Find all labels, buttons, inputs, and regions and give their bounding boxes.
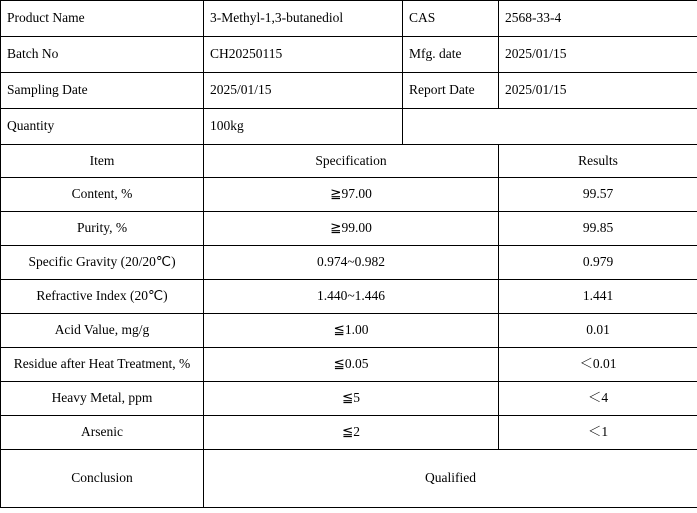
value-batch-no: CH20250115 bbox=[204, 37, 403, 73]
blank-header-cell bbox=[403, 109, 697, 145]
conclusion-row bbox=[1, 450, 697, 508]
table-row bbox=[1, 314, 697, 348]
row-result: 99.57 bbox=[499, 178, 697, 212]
table-row bbox=[1, 246, 697, 280]
row-result: 0.01 bbox=[499, 314, 697, 348]
conclusion-label: Conclusion bbox=[1, 450, 204, 508]
row-result: ＜4 bbox=[499, 382, 697, 416]
row-result: ＜0.01 bbox=[499, 348, 697, 382]
row-spec: 0.974~0.982 bbox=[204, 246, 499, 280]
row-spec: ≧97.00 bbox=[204, 178, 499, 212]
row-spec: ≦1.00 bbox=[204, 314, 499, 348]
header-row-sampling-date bbox=[1, 73, 697, 109]
label-batch-no: Batch No bbox=[1, 37, 204, 73]
label-report-date: Report Date bbox=[403, 73, 499, 109]
value-mfg-date: 2025/01/15 bbox=[499, 37, 697, 73]
row-result: ＜1 bbox=[499, 416, 697, 450]
row-item: Arsenic bbox=[1, 416, 204, 450]
results-column-header-row bbox=[1, 145, 697, 178]
label-quantity: Quantity bbox=[1, 109, 204, 145]
row-result: 1.441 bbox=[499, 280, 697, 314]
conclusion-value: Qualified bbox=[204, 450, 697, 508]
row-spec: 1.440~1.446 bbox=[204, 280, 499, 314]
row-item: Heavy Metal, ppm bbox=[1, 382, 204, 416]
label-mfg-date: Mfg. date bbox=[403, 37, 499, 73]
header-row-batch-no bbox=[1, 37, 697, 73]
row-spec: ≦5 bbox=[204, 382, 499, 416]
row-spec: ≦0.05 bbox=[204, 348, 499, 382]
table-row bbox=[1, 280, 697, 314]
table-row bbox=[1, 212, 697, 246]
row-spec: ≦2 bbox=[204, 416, 499, 450]
row-item: Content, % bbox=[1, 178, 204, 212]
row-spec: ≧99.00 bbox=[204, 212, 499, 246]
label-cas: CAS bbox=[403, 1, 499, 37]
column-header-item: Item bbox=[1, 145, 204, 178]
row-item: Acid Value, mg/g bbox=[1, 314, 204, 348]
row-result: 99.85 bbox=[499, 212, 697, 246]
column-header-results: Results bbox=[499, 145, 697, 178]
row-item: Refractive Index (20℃) bbox=[1, 280, 204, 314]
row-result: 0.979 bbox=[499, 246, 697, 280]
label-product-name: Product Name bbox=[1, 1, 204, 37]
row-item: Purity, % bbox=[1, 212, 204, 246]
table-row bbox=[1, 348, 697, 382]
value-report-date: 2025/01/15 bbox=[499, 73, 697, 109]
table-row bbox=[1, 178, 697, 212]
table-row bbox=[1, 382, 697, 416]
row-item: Residue after Heat Treatment, % bbox=[1, 348, 204, 382]
column-header-specification: Specification bbox=[204, 145, 499, 178]
label-sampling-date: Sampling Date bbox=[1, 73, 204, 109]
header-row-quantity bbox=[1, 109, 697, 145]
value-quantity: 100kg bbox=[204, 109, 403, 145]
row-item: Specific Gravity (20/20℃) bbox=[1, 246, 204, 280]
table-row bbox=[1, 416, 697, 450]
value-cas: 2568-33-4 bbox=[499, 1, 697, 37]
value-product-name: 3-Methyl-1,3-butanediol bbox=[204, 1, 403, 37]
header-row-product-name bbox=[1, 1, 697, 37]
value-sampling-date: 2025/01/15 bbox=[204, 73, 403, 109]
